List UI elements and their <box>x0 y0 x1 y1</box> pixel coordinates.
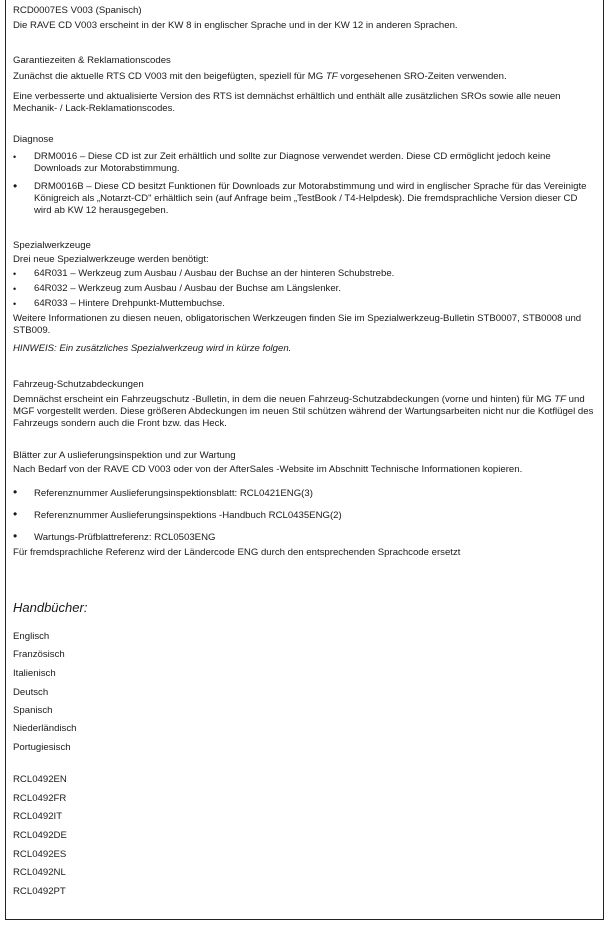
manual-code: RCL0492FR <box>13 793 67 804</box>
manual-language: Spanisch <box>13 705 53 716</box>
bullet-icon: • <box>13 299 17 309</box>
inspection-item: Referenznummer Auslieferungsinspektions -Handbuch RCL0435ENG(2) <box>34 510 342 521</box>
tool-item: 64R032 – Werkzeug zum Ausbau / Ausbau der Buchse am Längslenker. <box>34 283 342 294</box>
bullet-icon: • <box>13 485 18 499</box>
inspection-item: Referenznummer Auslieferungsinspektionsblatt: RCL0421ENG(3) <box>34 488 313 499</box>
warranty-paragraph-2: Eine verbesserte und aktualisierte Version des RTS ist demnächst erhältlich und enthält alle zusätzlichen SROs sowie alle neuen Mechanik- / Lack-Reklamationscodes. <box>13 91 561 114</box>
diagnose-heading: Diagnose <box>13 134 54 145</box>
manual-language: Französisch <box>13 649 65 660</box>
bullet-icon: • <box>13 507 18 521</box>
inspection-footer: Für fremdsprachliche Referenz wird der Ländercode ENG durch den entsprechenden Sprachcode ersetzt <box>13 547 461 558</box>
covers-heading: Fahrzeug-Schutzabdeckungen <box>13 379 144 390</box>
tools-more-info: Weitere Informationen zu diesen neuen, obligatorischen Werkzeugen finden Sie im Spezialwerkzeug-Bulletin STB0007, STB0008 und STB009. <box>13 313 582 336</box>
manual-language: Englisch <box>13 631 50 642</box>
manual-code: RCL0492EN <box>13 774 67 785</box>
bullet-icon: • <box>13 269 17 279</box>
manual-language: Deutsch <box>13 687 49 698</box>
tool-item: 64R031 – Werkzeug zum Ausbau / Ausbau der Buchse an der hinteren Schubstrebe. <box>34 268 395 279</box>
inspection-heading: Blätter zur A uslieferungsinspektion und zur Wartung <box>13 450 236 461</box>
manual-code: RCL0492DE <box>13 830 67 841</box>
manual-code: RCL0492IT <box>13 811 63 822</box>
warranty-heading: Garantiezeiten & Reklamationscodes <box>13 55 171 66</box>
intro-text: Die RAVE CD V003 erscheint in der KW 8 in englischer Sprache und in der KW 12 in anderen Sprachen. <box>13 20 458 31</box>
doc-title: RCD0007ES V003 (Spanisch) <box>13 5 142 16</box>
manual-language: Italienisch <box>13 668 56 679</box>
inspection-item: Wartungs-Prüfblattreferenz: RCL0503ENG <box>34 532 216 543</box>
manual-language: Niederländisch <box>13 723 77 734</box>
diagnose-item: DRM0016 – Diese CD ist zur Zeit erhältlich und sollte zur Diagnose verwendet werden. Diese CD ermöglicht jedoch keine Downloads zur Motorabstimmung. <box>34 151 551 174</box>
bullet-icon: • <box>13 179 18 193</box>
bullet-icon: • <box>13 529 18 543</box>
covers-paragraph: Demnächst erscheint ein Fahrzeugschutz -Bulletin, in dem die neuen Fahrzeug-Schutzabdeckungen (vorne und hinten) für MG TF und MGF vorgestellt werden. Diese größeren Abdeckungen im neuen Stil schützen während der Wartungsarbeiten nicht nur die Kotflügel des Fahrzeugs sondern auch die Front bzw. das Heck. <box>13 394 594 429</box>
tools-intro: Drei neue Spezialwerkzeuge werden benötigt: <box>13 254 209 265</box>
manuals-heading: Handbücher: <box>13 600 88 615</box>
manual-code: RCL0492PT <box>13 886 66 897</box>
manual-code: RCL0492NL <box>13 867 66 878</box>
tool-item: 64R033 – Hintere Drehpunkt-Muttembuchse. <box>34 298 225 309</box>
bullet-icon: • <box>13 152 17 162</box>
warranty-paragraph-1: Zunächst die aktuelle RTS CD V003 mit den beigefügten, speziell für MG TF vorgesehenen SRO-Zeiten verwenden. <box>13 71 507 82</box>
diagnose-item: DRM0016B – Diese CD besitzt Funktionen für Downloads zur Motorabstimmung und wird in englischer Sprache für das Vereinigte Königreich als „Notarzt-CD" erhältlich sein (auf Anfrage beim „TestBook / T4-Helpdesk). Die fremdsprachliche Version dieser CD wird ab KW 12 herausgegeben. <box>34 181 587 216</box>
tools-heading: Spezialwerkzeuge <box>13 240 91 251</box>
inspection-intro: Nach Bedarf von der RAVE CD V003 oder von der AfterSales -Website im Abschnitt Technische Informationen kopieren. <box>13 464 523 475</box>
bullet-icon: • <box>13 284 17 294</box>
manual-code: RCL0492ES <box>13 849 67 860</box>
manual-language: Portugiesisch <box>13 742 71 753</box>
tools-note: HINWEIS: Ein zusätzliches Spezialwerkzeug wird in kürze folgen. <box>13 343 292 354</box>
